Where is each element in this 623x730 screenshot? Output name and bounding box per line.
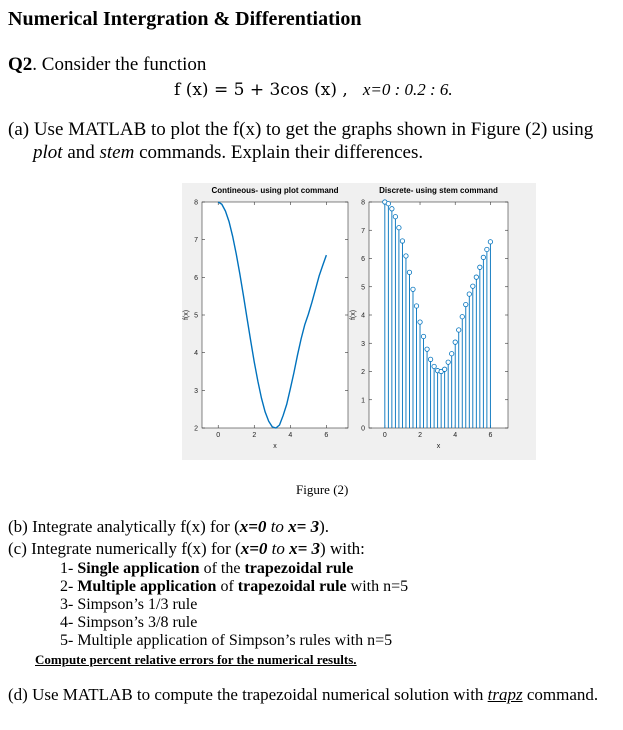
item-text: Simpson’s 1/3 rule	[77, 596, 198, 613]
y-tick-label: 8	[361, 199, 365, 207]
question-label: Q2	[8, 54, 33, 75]
stem-marker	[488, 240, 492, 244]
part-c-to: to	[267, 539, 290, 558]
part-c-end: ) with:	[320, 539, 365, 558]
stem-marker	[449, 352, 453, 356]
chart-title: Contineous- using plot command	[211, 186, 339, 195]
item-bold-2: trapezoidal rule	[237, 578, 347, 595]
x-tick-label: 6	[324, 432, 329, 439]
figure-2	[182, 183, 536, 460]
stem-marker	[393, 214, 397, 218]
stem-word: stem	[99, 142, 135, 163]
x-axis-label: x	[273, 443, 277, 450]
formula-expression: f (x) = 5 + 3cos (x) ,	[174, 80, 348, 100]
stem-marker	[446, 360, 450, 364]
stem-marker	[421, 334, 425, 338]
trapz-command: trapz	[487, 685, 523, 704]
part-b-from: x=0	[239, 517, 267, 536]
stem-marker	[460, 314, 464, 318]
part-a-rest: commands. Explain their differences.	[134, 142, 424, 163]
item-number: 3-	[60, 596, 78, 613]
stem-marker	[407, 270, 411, 274]
y-tick-label: 4	[361, 312, 365, 320]
part-b	[8, 517, 329, 537]
part-b-text: (b) Integrate analytically f(x) for (	[8, 517, 240, 536]
x-tick-label: 6	[488, 432, 493, 439]
document-title: Numerical Intergration & Differentiation	[8, 8, 362, 30]
part-a-line-1: (a) Use MATLAB to plot the f(x) to get the graphs shown in Figure (2) using	[8, 119, 594, 140]
stem-marker	[390, 207, 394, 211]
y-tick-label: 5	[194, 312, 198, 320]
stem-marker	[481, 255, 485, 259]
stem-marker	[386, 201, 390, 205]
stem-marker	[425, 347, 429, 351]
stem-marker	[464, 302, 468, 306]
y-tick-label: 2	[361, 369, 365, 376]
y-tick-label: 0	[361, 425, 365, 433]
stem-marker	[400, 239, 404, 243]
x-tick-label: 2	[252, 432, 257, 439]
stem-marker	[474, 275, 478, 279]
plot-word: plot	[33, 142, 63, 163]
list-item	[60, 632, 392, 650]
y-tick-label: 7	[194, 237, 198, 245]
part-c-text: (c) Integrate numerically f(x) for (	[8, 539, 241, 558]
item-number: 5-	[60, 632, 78, 649]
x-tick-label: 0	[382, 432, 387, 439]
compute-errors-note: Compute percent relative errors for the numerical results.	[35, 652, 357, 667]
y-axis-label: f(x)	[350, 309, 357, 321]
x-tick-label: 4	[288, 432, 293, 439]
item-text: Multiple application of Simpson’s rules with n=5	[77, 632, 393, 649]
stem-marker	[453, 340, 457, 344]
stem-marker	[397, 226, 401, 230]
item-bold-2: trapezoidal rule	[244, 560, 354, 577]
item-bold: Single application	[77, 560, 200, 577]
stem-marker	[478, 265, 482, 269]
and-word: and	[62, 142, 100, 163]
part-c-upper: x= 3	[289, 539, 321, 558]
figure-svg	[182, 183, 536, 460]
part-b-upper: x= 3	[288, 517, 320, 536]
stem-marker	[428, 357, 432, 361]
list-item	[60, 596, 197, 614]
stem-marker	[411, 287, 415, 291]
x-axis-label: x	[436, 443, 441, 450]
item-text: of	[216, 578, 238, 595]
part-d-end: command.	[522, 685, 599, 704]
y-tick-label: 3	[194, 387, 198, 395]
stem-marker	[414, 304, 418, 308]
figure-caption: Figure (2)	[296, 482, 349, 497]
item-number: 1-	[60, 560, 78, 577]
part-d	[8, 685, 598, 705]
y-tick-label: 7	[361, 227, 365, 235]
y-tick-label: 8	[194, 199, 198, 207]
list-item	[60, 560, 353, 578]
chart-title: Discrete- using stem command	[379, 186, 498, 195]
stem-marker	[467, 292, 471, 296]
formula-range: x=0 : 0.2 : 6.	[362, 80, 453, 99]
question-text: . Consider the function	[32, 54, 207, 75]
stem-marker	[442, 367, 446, 371]
stem-marker	[432, 364, 436, 368]
stem-marker	[485, 247, 489, 251]
item-tail: with n=5	[346, 578, 409, 595]
stem-marker	[418, 320, 422, 324]
x-tick-label: 4	[453, 432, 458, 439]
part-b-end: ).	[319, 517, 330, 536]
item-text: of the	[199, 560, 245, 577]
y-tick-label: 5	[361, 284, 365, 292]
item-number: 2-	[60, 578, 78, 595]
list-item	[60, 578, 408, 596]
y-tick-label: 3	[361, 340, 365, 348]
item-bold: Multiple application	[77, 578, 217, 595]
stem-marker	[404, 254, 408, 258]
y-tick-label: 6	[194, 274, 198, 282]
part-b-to: to	[266, 517, 289, 536]
y-tick-label: 2	[194, 425, 198, 433]
y-tick-label: 1	[361, 397, 365, 405]
part-d-text: (d) Use MATLAB to compute the trapezoidal numerical solution with	[8, 685, 488, 704]
question-2-intro	[8, 54, 206, 76]
x-tick-label: 0	[216, 432, 221, 439]
plot-area	[202, 202, 348, 428]
y-axis-label: f(x)	[183, 309, 190, 321]
y-tick-label: 6	[361, 256, 365, 263]
item-text: Simpson’s 3/8 rule	[77, 614, 198, 631]
stem-marker	[471, 284, 475, 288]
stem-marker	[457, 328, 461, 332]
y-tick-label: 4	[194, 350, 198, 358]
part-c	[8, 539, 365, 559]
list-item	[60, 614, 197, 632]
part-a-line-2	[33, 142, 423, 164]
x-tick-label: 2	[418, 432, 422, 439]
part-c-from: x=0	[240, 539, 268, 558]
function-formula	[174, 78, 453, 101]
item-number: 4-	[60, 614, 78, 631]
